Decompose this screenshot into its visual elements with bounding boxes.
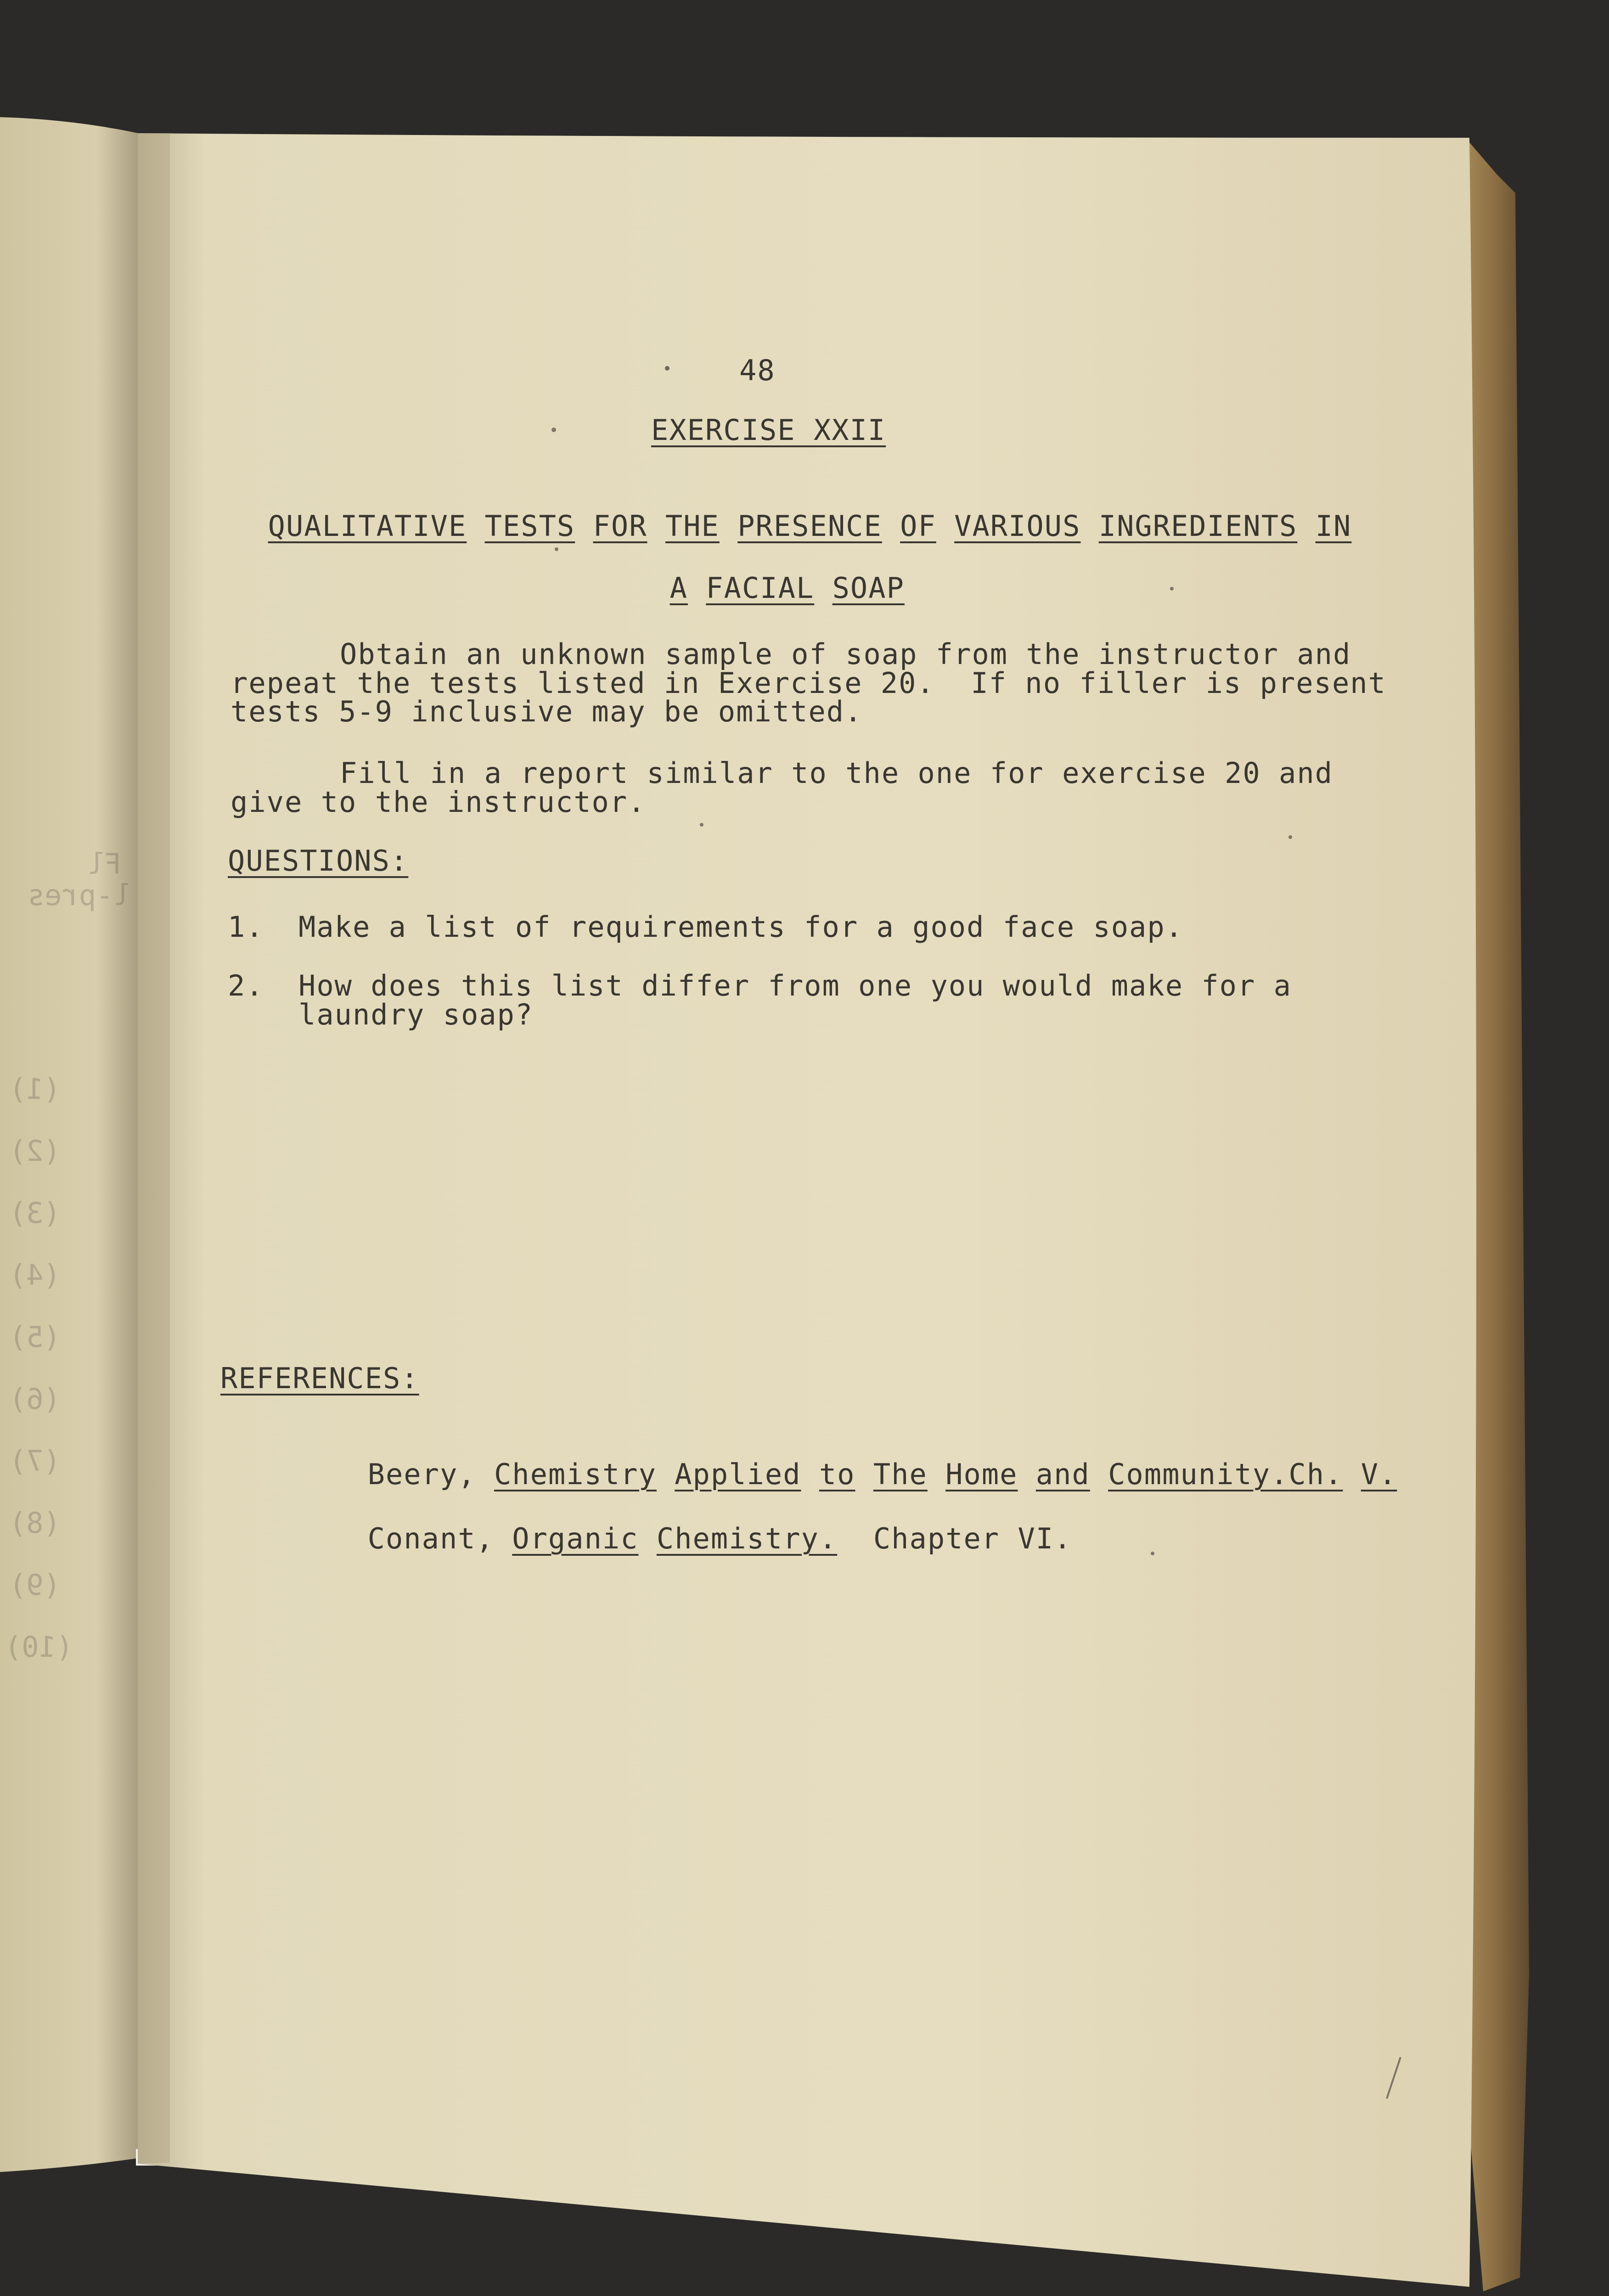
page-paper bbox=[138, 133, 1476, 2287]
facing-page-show-through: (1) bbox=[9, 1072, 61, 1106]
reference-conant bbox=[332, 1495, 1072, 1553]
reference-beery bbox=[332, 1430, 1397, 1489]
reference-suffix: Chapter VI. bbox=[873, 1522, 1072, 1555]
references-heading: REFERENCES: bbox=[220, 1362, 419, 1395]
paragraph-2-line-2: give to the instructor. bbox=[231, 785, 646, 819]
reference-title-word: Home bbox=[945, 1458, 1018, 1491]
reference-title-word: and bbox=[1035, 1458, 1090, 1491]
paragraph-2-line-1: Fill in a report similar to the one for exercise 20 and bbox=[340, 756, 1333, 790]
heading-word: IN bbox=[1315, 509, 1352, 543]
reference-title-word: Chemistry bbox=[494, 1458, 657, 1491]
paragraph-1-line-2: repeat the tests listed in Exercise 20. If no filler is present bbox=[231, 666, 1386, 700]
facing-page-show-through: (9) bbox=[9, 1568, 61, 1602]
reference-title-word: Applied bbox=[675, 1458, 801, 1491]
heading-word: FACIAL bbox=[706, 571, 815, 605]
reference-chapter-word: V. bbox=[1361, 1458, 1397, 1491]
facing-page-show-through: Fl bbox=[87, 847, 122, 881]
page-number: 48 bbox=[739, 354, 776, 387]
facing-page-show-through: (2) bbox=[9, 1134, 61, 1168]
heading-line-2 bbox=[634, 544, 905, 603]
heading-word: QUALITATIVE bbox=[268, 509, 467, 543]
question-2-number: 2. bbox=[228, 969, 264, 1002]
questions-heading: QUESTIONS: bbox=[228, 844, 409, 878]
facing-page-show-through: (8) bbox=[9, 1506, 61, 1540]
facing-page-show-through: (4) bbox=[9, 1258, 61, 1292]
heading-word: VARIOUS bbox=[954, 509, 1081, 543]
reference-title-word: Chemistry. bbox=[656, 1522, 838, 1555]
heading-word: A bbox=[669, 571, 688, 605]
heading-word: THE bbox=[665, 509, 720, 543]
heading-word: INGREDIENTS bbox=[1098, 509, 1298, 543]
question-1-number: 1. bbox=[228, 910, 264, 944]
question-2-text-line-2: laundry soap? bbox=[298, 998, 534, 1031]
facing-page-show-through: (10) bbox=[5, 1630, 73, 1664]
exercise-title: EXERCISE XXII bbox=[651, 413, 886, 447]
facing-page-show-through: (6) bbox=[9, 1382, 61, 1416]
heading-word: PRESENCE bbox=[737, 509, 882, 543]
heading-word: OF bbox=[900, 509, 936, 543]
paragraph-1-line-1: Obtain an unknown sample of soap from the instructor and bbox=[340, 637, 1351, 671]
facing-page-show-through: l-pres bbox=[28, 878, 130, 912]
reference-title-word: Organic bbox=[512, 1522, 639, 1555]
facing-page-show-through: (5) bbox=[9, 1320, 61, 1354]
question-1-text: Make a list of requirements for a good face soap. bbox=[298, 910, 1184, 944]
paragraph-1-line-3: tests 5-9 inclusive may be omitted. bbox=[231, 695, 863, 728]
reference-chapter-word: Ch. bbox=[1288, 1458, 1343, 1491]
reference-title-word: The bbox=[873, 1458, 928, 1491]
reference-author: Beery, bbox=[367, 1458, 476, 1491]
facing-page-show-through: (7) bbox=[9, 1444, 61, 1478]
reference-author: Conant, bbox=[367, 1522, 494, 1555]
heading-word: SOAP bbox=[832, 571, 905, 605]
reference-title-word: Community. bbox=[1108, 1458, 1289, 1491]
heading-word: FOR bbox=[593, 509, 647, 543]
heading-line-1 bbox=[232, 482, 1351, 541]
reference-title-word: to bbox=[819, 1458, 855, 1491]
facing-page-show-through: (3) bbox=[9, 1196, 61, 1230]
heading-word: TESTS bbox=[484, 509, 575, 543]
question-2-text-line-1: How does this list differ from one you would make for a bbox=[298, 969, 1292, 1002]
